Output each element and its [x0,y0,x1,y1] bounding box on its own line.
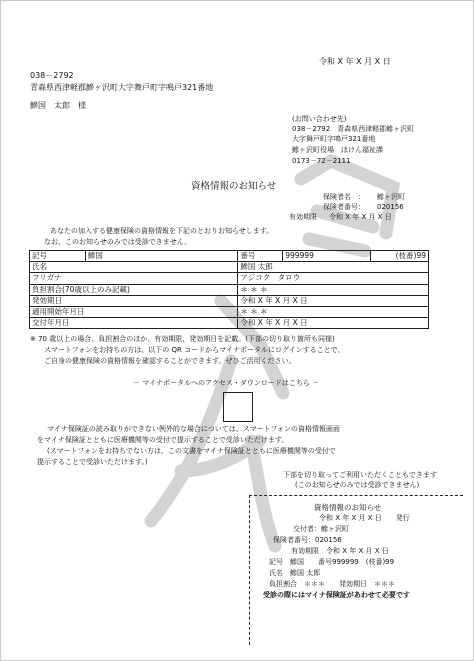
intro-line2: なお、このお知らせのみでは受診できません。 [44,238,192,246]
note-70-years: ※ 70 歳以上の場合、負担割合のほか、有効期限、発効期日を記載。(下部の切り取り箇所も同様) [30,335,335,343]
qr-code-box[interactable] [223,392,253,422]
table-row-kigo [30,251,429,262]
insurer-name-value: 鰺ヶ沢町 [377,193,405,201]
insurer-number-value: 020156 [377,203,404,211]
name-label: 氏名 [30,262,238,273]
stub-kigo-number: 記号 鰺国 番号999999 (枝番)99 [269,558,395,566]
table-row-issued [30,318,429,329]
contact-heading: (お問い合わせ先) [292,115,347,123]
edaban-label: (枝番) [395,251,417,261]
bango-label: 番号 [238,251,283,262]
kigo-value: 鰺国 [85,251,238,262]
paragraph-line3: (スマートフォンをお持ちでない方は、この文書をマイナ保険証とともに医療機関等の受付で [47,447,336,455]
burden-value: ＊ ＊ ＊ [238,284,429,295]
stub-insurer-number: 保険者番号：020156 [273,536,342,544]
qualification-table [29,250,429,329]
stub-burden: 負担割合 ＊＊＊ 発効期日 ＊＊＊ [269,580,395,588]
table-row-apply [30,306,429,317]
recipient-name: 鰺国 太郎 様 [30,101,86,110]
validity-label: 有効期限 [289,213,317,221]
edaban-value: 99 [416,251,426,261]
intro-line1: あなたの加入する健康保険の資格情報を下記のとおりお知らせします。 [50,227,274,235]
paragraph-line4: 提示することで受診いただけます。) [37,458,148,466]
note-smartphone-1: スマートフォンをお持ちの方は、以下の QR コードからマイナポータルにログインすることで、 [44,346,345,354]
issue-date: 令和 X 年 X 月 X 日 [319,57,391,66]
edaban-cell [371,251,429,262]
kigo-label: 記号 [30,251,86,262]
validity-value: 令和 X 年 X 月 X 日 [329,213,392,221]
insurer-name-label: 保険者名 ： [323,193,365,201]
note-smartphone-2: ご自身の健康保険の資格情報を確認することができます。ぜひご活用ください。 [44,357,296,365]
stub-footer-note: 受診の際にはマイナ保険証があわせて必要です [263,591,410,599]
stub-issuer: 交付者：鰺ヶ沢町 [293,525,349,533]
portal-access-label: － マイナポータルへのアクセス・ダウンロードはこちら － [133,379,320,387]
table-row-kana [30,273,429,284]
burden-label: 負担割合(70歳以上のみ記載) [30,284,238,295]
paragraph-line2: をマイナ保険証とともに医療機関等の受付で提示することで受診いただけます。 [37,436,289,444]
bango-value: 999999 [283,251,371,262]
insurer-number-label: 保険者番号： [323,203,365,211]
kana-value: アジコク タロウ [238,273,429,284]
table-row-name [30,262,429,273]
contact-address-line1: 038－2792 青森県西津軽郡鰺ヶ沢町 [292,125,415,133]
contact-address-line2: 大字舞戸町字鳴戸321番地 [292,135,376,143]
issued-value: 令和 X 年 X 月 X 日 [238,318,429,329]
effective-label: 発効期日 [30,295,238,306]
issued-label: 交付年月日 [30,318,238,329]
table-row-burden [30,284,429,295]
apply-value: ＊ ＊ ＊ [238,306,429,317]
kana-label: フリガナ [30,273,238,284]
recipient-address: 青森県西津軽郡鰺ヶ沢町大字舞戸町字鳴戸321番地 [30,83,214,92]
name-value: 鰺国 太郎 [238,262,429,273]
stub-name: 氏名 鰺国 太郎 [269,569,321,577]
stub-title: 資格情報のお知らせ [314,503,382,512]
stub-validity: 有効期限 令和 X 年 X 月 X 日 [291,547,389,555]
contact-phone: 0173－72－2111 [292,157,351,165]
effective-value: 令和 X 年 X 月 X 日 [238,295,429,306]
stub-issue-date: 令和 X 年 X 月 X 日 発行 [319,514,410,522]
table-row-effective [30,295,429,306]
cut-instruction-1: 下部を切り取ってご利用いただくこともできます [283,471,437,479]
cut-instruction-2: (このお知らせのみでは受診できません) [295,481,420,489]
contact-department: 鰺ヶ沢町役場 ほけん福祉課 [292,146,383,154]
postal-code: 038－2792 [30,71,74,80]
notice-title: 資格情報のお知らせ [191,181,277,192]
apply-label: 適用開始年月日 [30,306,238,317]
paragraph-line1: マイナ保険証の読み取りができない例外的な場合については、スマートフォンの資格情報画面 [47,425,341,433]
